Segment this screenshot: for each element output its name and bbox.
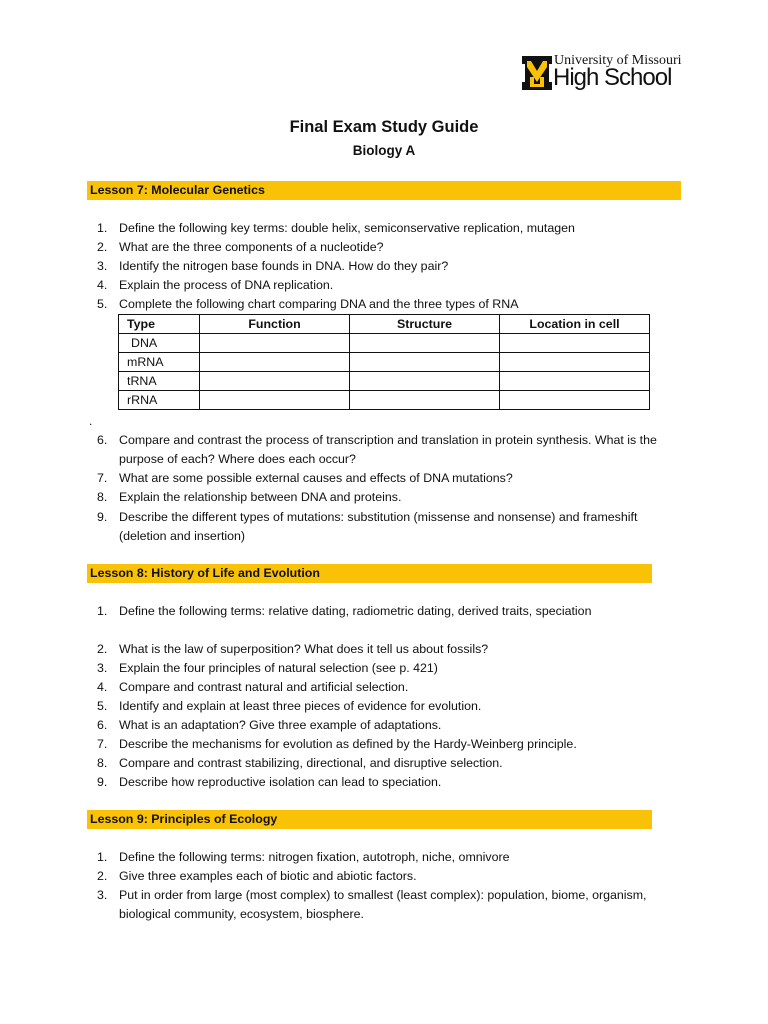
header-type: Type bbox=[119, 315, 200, 334]
logo-university-text: University of Missouri bbox=[554, 53, 682, 68]
page-title: Final Exam Study Guide bbox=[289, 118, 479, 136]
table-cell-type: rRNA bbox=[119, 391, 200, 410]
header-function: Function bbox=[200, 315, 350, 334]
lesson-9-heading: Lesson 9: Principles of Ecology bbox=[87, 810, 652, 829]
logo-school-text: High School bbox=[553, 64, 672, 91]
stray-dot: . bbox=[89, 414, 93, 428]
table-row bbox=[119, 353, 650, 372]
dna-rna-comparison-table bbox=[118, 314, 650, 410]
table-cell-type: DNA bbox=[119, 334, 200, 353]
lesson-8-heading: Lesson 8: History of Life and Evolution bbox=[87, 564, 652, 583]
school-logo bbox=[521, 54, 681, 94]
page-subtitle: Biology A bbox=[352, 143, 416, 158]
table-cell-type: tRNA bbox=[119, 372, 200, 391]
table-header-row bbox=[119, 315, 650, 334]
table-row bbox=[119, 372, 650, 391]
table-row bbox=[119, 334, 650, 353]
mu-shield-icon bbox=[521, 55, 553, 91]
header-structure: Structure bbox=[350, 315, 500, 334]
header-location: Location in cell bbox=[500, 315, 650, 334]
table-cell-type: mRNA bbox=[119, 353, 200, 372]
table-row bbox=[119, 391, 650, 410]
lesson-7-heading: Lesson 7: Molecular Genetics bbox=[87, 181, 681, 200]
